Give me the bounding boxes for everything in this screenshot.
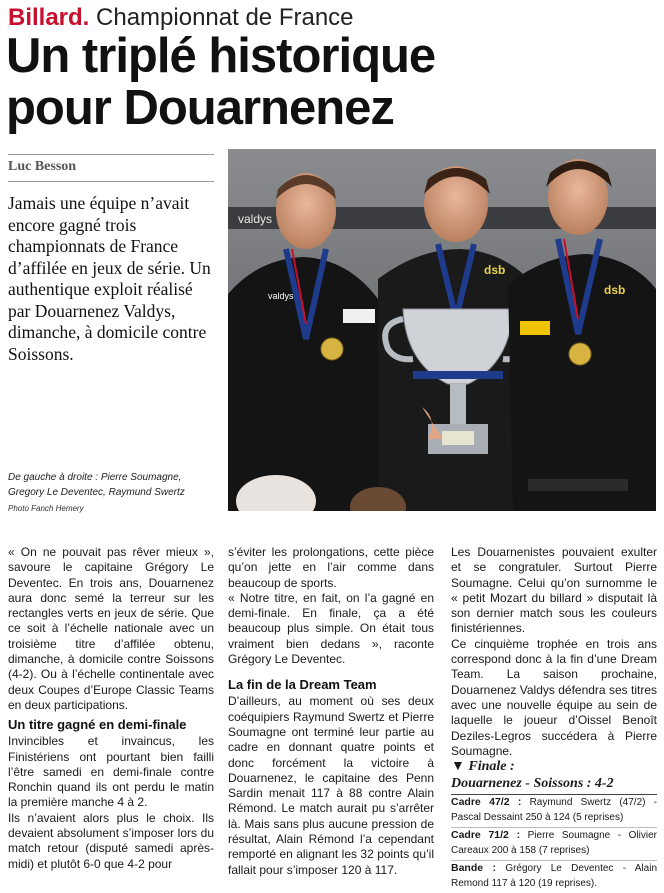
article-column-2: [228, 545, 434, 878]
sponsor-wall-text: valdys: [238, 212, 273, 226]
lead-paragraph: Jamais une équipe n’avait encore gagné trois championnats de France d’affilée en jeux de série. Un authentique exploit réalisé par Douarnenez Valdys, dimanche, à domicile contre Soissons.: [8, 193, 211, 364]
col2-paragraph-3: D’ailleurs, au moment où ses deux coéquipiers Raymund Swertz et Pierre Soumagne ont terminé leur partie au cadre en donnant quatre points et donc forcément la victoire à Douarnenez, le capitaine des Penn Sardin menait 117 à 88 contre Alain Rémond. Le match aurait pu s’arrêter là. Mais sans plus aucune pression de résultat, Alain Rémond l’a cependant remporté en alignant les 32 points qu’il fallait pour s’imposer 120 à 117.: [228, 694, 434, 877]
result-label: Cadre 71/2 :: [451, 829, 521, 842]
headline-line-2: pour Douarnenez: [6, 81, 394, 135]
team-photo-illustration: [228, 149, 656, 511]
col1-paragraph-2: Invincibles et invaincus, les Finistériens ont pourtant bien failli l’être samedi en demi-finale contre Ronchin quand ils ont perdu le matin la première manche 4 à 2.: [8, 734, 214, 810]
result-text: Raymund Swertz (47/2) - Pascal Dessaint 250 à 124 (5 reprises): [451, 797, 657, 824]
col2-subheading: La fin de la Dream Team: [228, 677, 377, 693]
results-box: [451, 759, 657, 893]
col3-paragraph-1: Les Douarnenistes pouvaient exulter et se congratuler. Surtout Pierre Soumagne. Celui qu’on surnomme le « petit Mozart du billard » disputait là son dernier match sous les couleurs finistériennes.: [451, 545, 657, 636]
col2-paragraph-1: s’éviter les prolongations, cette pièce qu’on jette en l’air comme dans beaucoup de sports.: [228, 545, 434, 590]
col1-paragraph-1: « On ne pouvait pas rêver mieux », savoure le capitaine Grégory Le Deventec. En trois ans, Douarnenez aura donc semé la terreur sur les rectangles verts en jeux de série. Que ce soit à l’échelle nationale avec un troisième titre d’affilée obtenu, dimanche, à domicile contre Soissons (4-2). Ou à l’échelle continentale avec deux Coupes d’Europe Classic Teams en deux participations.: [8, 545, 214, 712]
result-label: Cadre 47/2 :: [451, 796, 522, 809]
result-text: Pierre Soumagne - Olivier Careaux 200 à 158 (7 reprises): [451, 830, 658, 857]
divider-top: [8, 154, 214, 155]
col3-paragraph-2: Ce cinquième trophée en trois ans correspond donc à la fin d’une Dream Team. La saison prochaine, Douarnenez Valdys défendra ses titres avec une nouvelle équipe au sein de laquelle le joueur d’Oissel Benoît Deziles-Legros succédera à Pierre Soumagne.: [451, 636, 657, 758]
col1-paragraph-3: Ils n’avaient alors plus le choix. Ils devaient absolument s’imposer lors du match retour (disputé samedi après-midi) et plutôt 6-0 que 4-2 pour: [8, 810, 214, 871]
article-column-3: [451, 545, 657, 893]
photo-caption: De gauche à droite : Pierre Soumagne, Gregory Le Deventec, Raymund Swertz: [8, 472, 185, 498]
author-byline: Luc Besson: [8, 159, 77, 174]
section-label: Billard.: [8, 4, 90, 31]
shirt-text-mid: dsb: [484, 263, 506, 277]
article-column-1: [8, 545, 214, 872]
result-line: [451, 795, 657, 828]
shirt-text-left: valdys: [268, 291, 294, 301]
shirt-text-right: dsb: [604, 283, 626, 297]
results-heading: ▼ Finale :: [451, 759, 515, 775]
headline: [6, 30, 656, 134]
col2-paragraph-2: « Notre titre, en fait, on l’a gagné en demi-finale. En finale, ça a été beaucoup plus simple. On était tous vraiment bien dedans », raconte Grégory Le Deventec.: [228, 590, 434, 667]
team-photo: [228, 149, 656, 511]
result-label: Bande :: [451, 862, 497, 875]
col1-subheading: Un titre gagné en demi-finale: [8, 717, 187, 733]
photo-credit: Photo Fanch Hemery: [8, 504, 84, 513]
result-text: Grégory Le Deventec - Alain Remond 117 à 120 (19 reprises).: [451, 863, 658, 890]
subject-label: Championnat de France: [96, 4, 354, 31]
result-line: [451, 828, 657, 861]
divider-author: [8, 181, 214, 182]
kicker: [8, 4, 354, 32]
result-line: [451, 861, 657, 893]
results-score: Douarnenez - Soissons : 4-2: [451, 775, 657, 795]
headline-line-1: Un triplé historique: [6, 29, 436, 83]
